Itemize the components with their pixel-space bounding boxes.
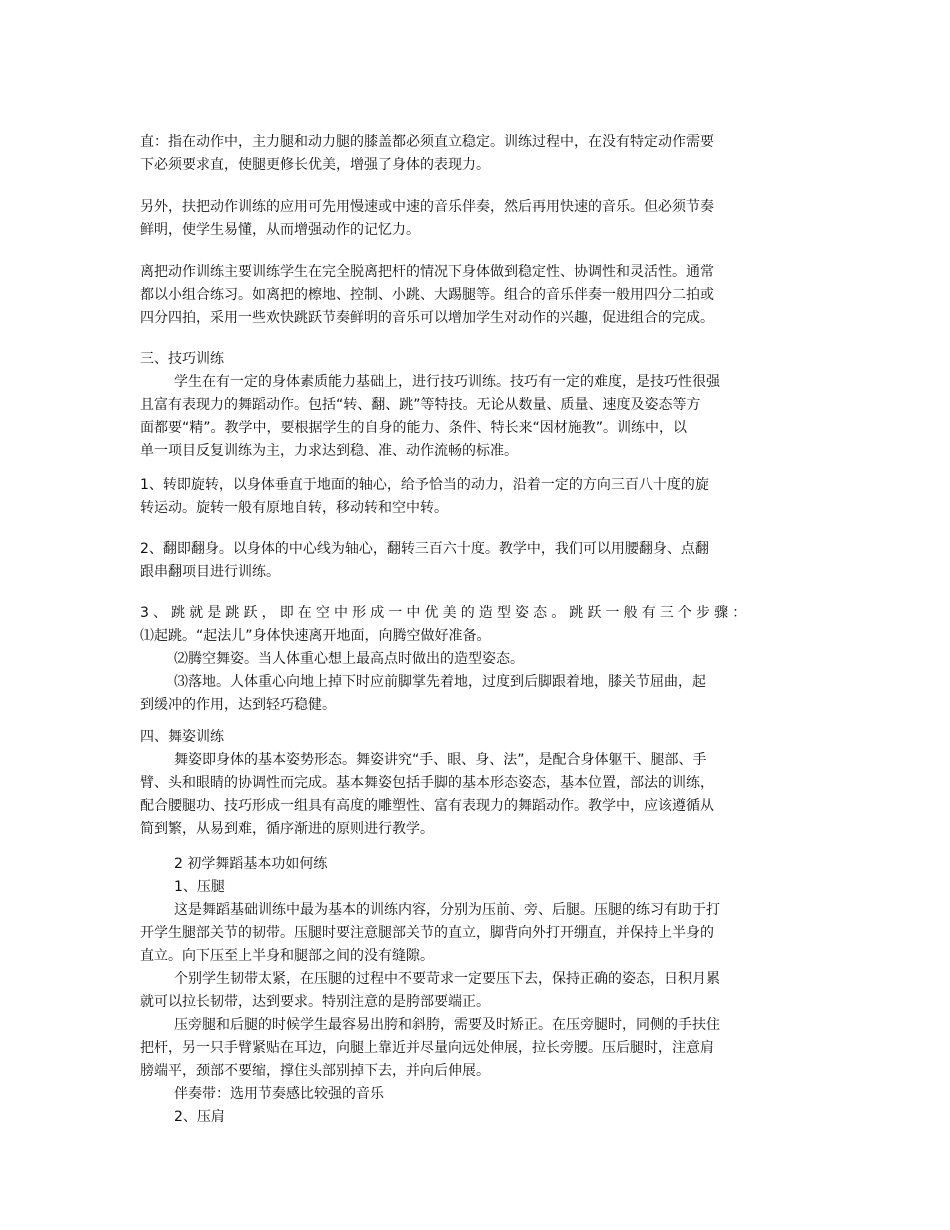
text-line: 压旁腿和后腿的时候学生最容易出胯和斜胯，需要及时矫正。在压旁腿时，同侧的手扶住 bbox=[174, 1017, 720, 1033]
section-heading: 四、舞姿训练 bbox=[140, 729, 224, 745]
text-line: 转运动。旋转一般有原地自转，移动转和空中转。 bbox=[140, 500, 448, 516]
text-line: ⑶落地。人体重心向地上掉下时应前脚掌先着地，过度到后脚跟着地，膝关节屈曲，起 bbox=[174, 674, 706, 690]
text-line: 舞姿即身体的基本姿势形态。舞姿讲究“手、眼、身、法”，是配合身体躯干、腿部、手 bbox=[174, 752, 707, 768]
paragraph-straight bbox=[140, 131, 812, 177]
text-line: 就可以拉长韧带，达到要求。特别注意的是胯部要端正。 bbox=[140, 994, 490, 1010]
paragraph-music-tempo bbox=[140, 196, 812, 242]
text-line: 3、跳就是跳跃，即在空中形成一中优美的造型姿态。跳跃一般有三个步骤： bbox=[140, 605, 751, 621]
text-line: 学生在有一定的身体素质能力基础上，进行技巧训练。技巧有一定的难度，是技巧性很强 bbox=[174, 374, 720, 390]
text-line: 2、翻即翻身。以身体的中心线为轴心，翻转三百六十度。教学中，我们可以用腰翻身、点翻 bbox=[140, 541, 709, 557]
text-line: 配合腰腿功、技巧形成一组具有高度的雕塑性、富有表现力的舞蹈动作。教学中，应该遵循从 bbox=[140, 798, 714, 814]
text-line: 1、转即旋转，以身体垂直于地面的轴心，给予恰当的动力，沿着一定的方向三百八十度的旋 bbox=[140, 477, 709, 493]
text-line: 膀端平，颈部不要缩，撑住头部别掉下去，并向后伸展。 bbox=[140, 1063, 490, 1079]
text-line: 四分四拍，采用一些欢快跳跃节奏鲜明的音乐可以增加学生对动作的兴趣，促进组合的完成。 bbox=[140, 310, 714, 326]
text-line: 简到繁，从易到难，循序渐进的原则进行教学。 bbox=[140, 821, 434, 837]
text-line: 到缓冲的作用，达到轻巧稳健。 bbox=[140, 697, 336, 713]
text-line: 跟串翻项目进行训练。 bbox=[140, 564, 280, 580]
text-line: 这是舞蹈基础训练中最为基本的训练内容，分别为压前、旁、后腿。压腿的练习有助于打 bbox=[174, 902, 720, 918]
text-line: 把杆，另一只手臂紧贴在耳边，向腿上靠近并尽量向远处伸展，拉长旁腰。压后腿时，注意肩 bbox=[140, 1040, 714, 1056]
text-line: 直立。向下压至上半身和腿部之间的没有缝隙。 bbox=[140, 948, 434, 964]
section-heading: 三、技巧训练 bbox=[140, 351, 224, 367]
text-line: ⑵腾空舞姿。当人体重心想上最高点时做出的造型姿态。 bbox=[174, 651, 524, 667]
paragraph-turn bbox=[140, 474, 812, 520]
text-line: 且富有表现力的舞蹈动作。包括“转、翻、跳”等特技。无论从数量、质量、速度及姿态等方 bbox=[140, 397, 701, 413]
text-line: ⑴起跳。“起法儿”身体快速离开地面，向腾空做好准备。 bbox=[140, 628, 491, 644]
text-line: 直：指在动作中，主力腿和动力腿的膝盖都必须直立稳定。训练过程中，在没有特定动作需要 bbox=[140, 134, 714, 150]
section-posture-training bbox=[140, 726, 812, 841]
text-line: 面都要“精”。教学中，要根据学生的自身的能力、条件、特长来“因材施教”。训练中，以 bbox=[140, 420, 688, 436]
subsection-heading: 2 初学舞蹈基本功如何练 bbox=[174, 856, 328, 872]
section-skill-training bbox=[140, 348, 812, 463]
subsection-heading: 1、压腿 bbox=[174, 879, 225, 895]
text-line: 另外，扶把动作训练的应用可先用慢速或中速的音乐伴奏，然后再用快速的音乐。但必须节奏 bbox=[140, 199, 714, 215]
paragraph-jump bbox=[140, 602, 812, 717]
text-line: 下必须要求直，使腿更修长优美，增强了身体的表现力。 bbox=[140, 157, 490, 173]
paragraph-flip bbox=[140, 538, 812, 584]
paragraph-off-barre bbox=[140, 261, 812, 330]
text-line: 开学生腿部关节的韧带。压腿时要注意腿部关节的直立，脚背向外打开绷直，并保持上半身的 bbox=[140, 925, 714, 941]
text-line: 个别学生韧带太紧，在压腿的过程中不要苛求一定要压下去，保持正确的姿态，日积月累 bbox=[174, 971, 720, 987]
text-line: 伴奏带：选用节奏感比较强的音乐 bbox=[174, 1086, 384, 1102]
subsection-heading: 2、压肩 bbox=[174, 1109, 225, 1125]
text-line: 单一项目反复训练为主，力求达到稳、准、动作流畅的标准。 bbox=[140, 443, 518, 459]
text-line: 离把动作训练主要训练学生在完全脱离把杆的情况下身体做到稳定性、协调性和灵活性。通常 bbox=[140, 264, 714, 280]
text-line: 鲜明，使学生易懂，从而增强动作的记忆力。 bbox=[140, 222, 420, 238]
text-line: 臂、头和眼睛的协调性而完成。基本舞姿包括手脚的基本形态姿态，基本位置，部法的训练， bbox=[140, 775, 714, 791]
section-basic-skills bbox=[140, 853, 812, 1129]
text-line: 都以小组合练习。如离把的檫地、控制、小跳、大踢腿等。组合的音乐伴奏一般用四分二拍或 bbox=[140, 287, 714, 303]
